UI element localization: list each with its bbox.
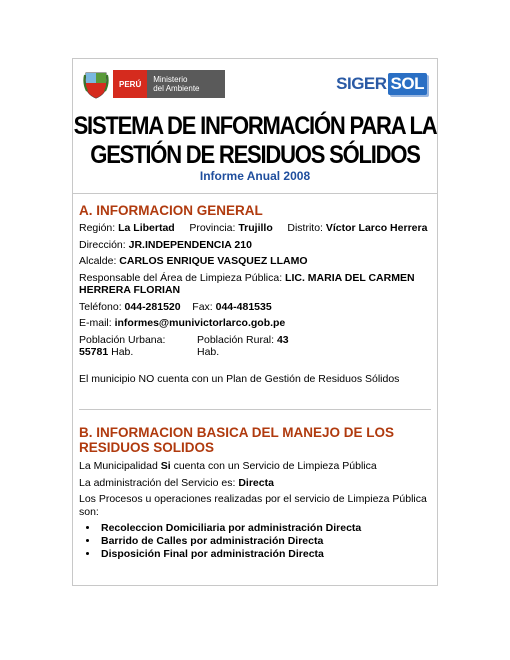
pob-urbana xyxy=(79,334,197,359)
servicio-post: cuenta con un Servicio de Limpieza Pública xyxy=(173,460,377,472)
pob-rural-value: 43 xyxy=(276,333,289,346)
email-line xyxy=(79,317,431,330)
ministry-logo xyxy=(83,69,225,99)
procesos-list xyxy=(99,522,431,561)
ministry-line-2: del Ambiente xyxy=(153,84,200,93)
distrito-value: Víctor Larco Herrera xyxy=(325,222,428,234)
admin-line xyxy=(79,477,431,490)
alcalde-value: CARLOS ENRIQUE VASQUEZ LLAMO xyxy=(119,255,308,267)
responsable-value: LIC. MARIA DEL CARMEN HERRERA FLORIAN xyxy=(79,271,415,296)
procesos-intro: Los Procesos u operaciones realizadas por el servicio de Limpieza Pública son: xyxy=(79,493,427,518)
contact-line xyxy=(79,301,431,314)
fax-label: Fax: xyxy=(192,300,213,313)
fax-value: 044-481535 xyxy=(215,300,272,313)
list-item: • Disposición Final por administración Directa xyxy=(99,548,431,561)
pob-rural-label: Población Rural: xyxy=(197,333,275,346)
provincia-label: Provincia: xyxy=(189,222,236,234)
page-title xyxy=(73,111,437,169)
pob-urbana-label: Población Urbana: xyxy=(79,333,166,346)
title-line-1: SISTEMA DE INFORMACIÓN PARA LA xyxy=(73,111,437,140)
responsable-line xyxy=(79,272,431,297)
section-basic-info xyxy=(79,425,431,561)
email-label: E-mail: xyxy=(79,317,112,329)
servicio-pre: La Municipalidad xyxy=(79,460,158,472)
pob-rural-unit: Hab. xyxy=(197,346,220,358)
servicio-line xyxy=(79,460,431,473)
direccion-label: Dirección: xyxy=(79,238,126,251)
sigersol-logo xyxy=(336,73,427,95)
alcalde-line xyxy=(79,255,431,268)
list-item: • Recoleccion Domiciliaria por administración Directa xyxy=(99,522,431,535)
peru-label: PERÚ xyxy=(113,70,147,98)
region-label: Región: xyxy=(79,222,116,234)
report-header xyxy=(73,59,437,194)
distrito-label: Distrito: xyxy=(287,222,323,234)
sigersol-text-a: SIGER xyxy=(336,74,387,93)
population-row xyxy=(79,334,431,359)
ministry-label xyxy=(147,70,225,98)
pob-urbana-unit: Hab. xyxy=(111,346,134,358)
provincia-value: Trujillo xyxy=(238,222,273,234)
ministry-line-1: Ministerio xyxy=(153,75,188,84)
region-value: La Libertad xyxy=(118,222,175,234)
telefono-value: 044-281520 xyxy=(124,300,181,313)
report-subtitle: Informe Anual 2008 xyxy=(199,169,311,183)
title-line-2: GESTIÓN DE RESIDUOS SÓLIDOS xyxy=(90,139,420,169)
sigersol-text-b: SOL xyxy=(388,73,427,95)
list-item: • Barrido de Calles por administración Directa xyxy=(99,535,431,548)
section-b-heading: B. INFORMACION BASICA DEL MANEJO DE LOS RESIDUOS SOLIDOS xyxy=(79,425,395,455)
report-page xyxy=(72,58,438,586)
coat-of-arms-icon xyxy=(83,69,109,99)
pob-rural xyxy=(197,334,289,359)
alcalde-label: Alcalde: xyxy=(79,255,117,267)
responsable-label: Responsable del Área de Limpieza Pública: xyxy=(79,271,283,284)
direccion-line xyxy=(79,239,431,252)
servicio-bold: Si xyxy=(160,460,171,472)
pob-urbana-value: 55781 xyxy=(79,346,109,358)
direccion-value: JR.INDEPENDENCIA 210 xyxy=(128,238,252,251)
location-line xyxy=(79,222,431,235)
telefono-label: Teléfono: xyxy=(79,300,122,313)
plan-note: El municipio NO cuenta con un Plan de Gestión de Residuos Sólidos xyxy=(79,372,400,385)
email-value: informes@munivictorlarco.gob.pe xyxy=(114,317,286,329)
section-a-heading: A. INFORMACION GENERAL xyxy=(79,203,263,218)
admin-value: Directa xyxy=(238,476,274,489)
admin-label: La administración del Servicio es: xyxy=(79,476,236,489)
section-general-info xyxy=(79,203,431,410)
